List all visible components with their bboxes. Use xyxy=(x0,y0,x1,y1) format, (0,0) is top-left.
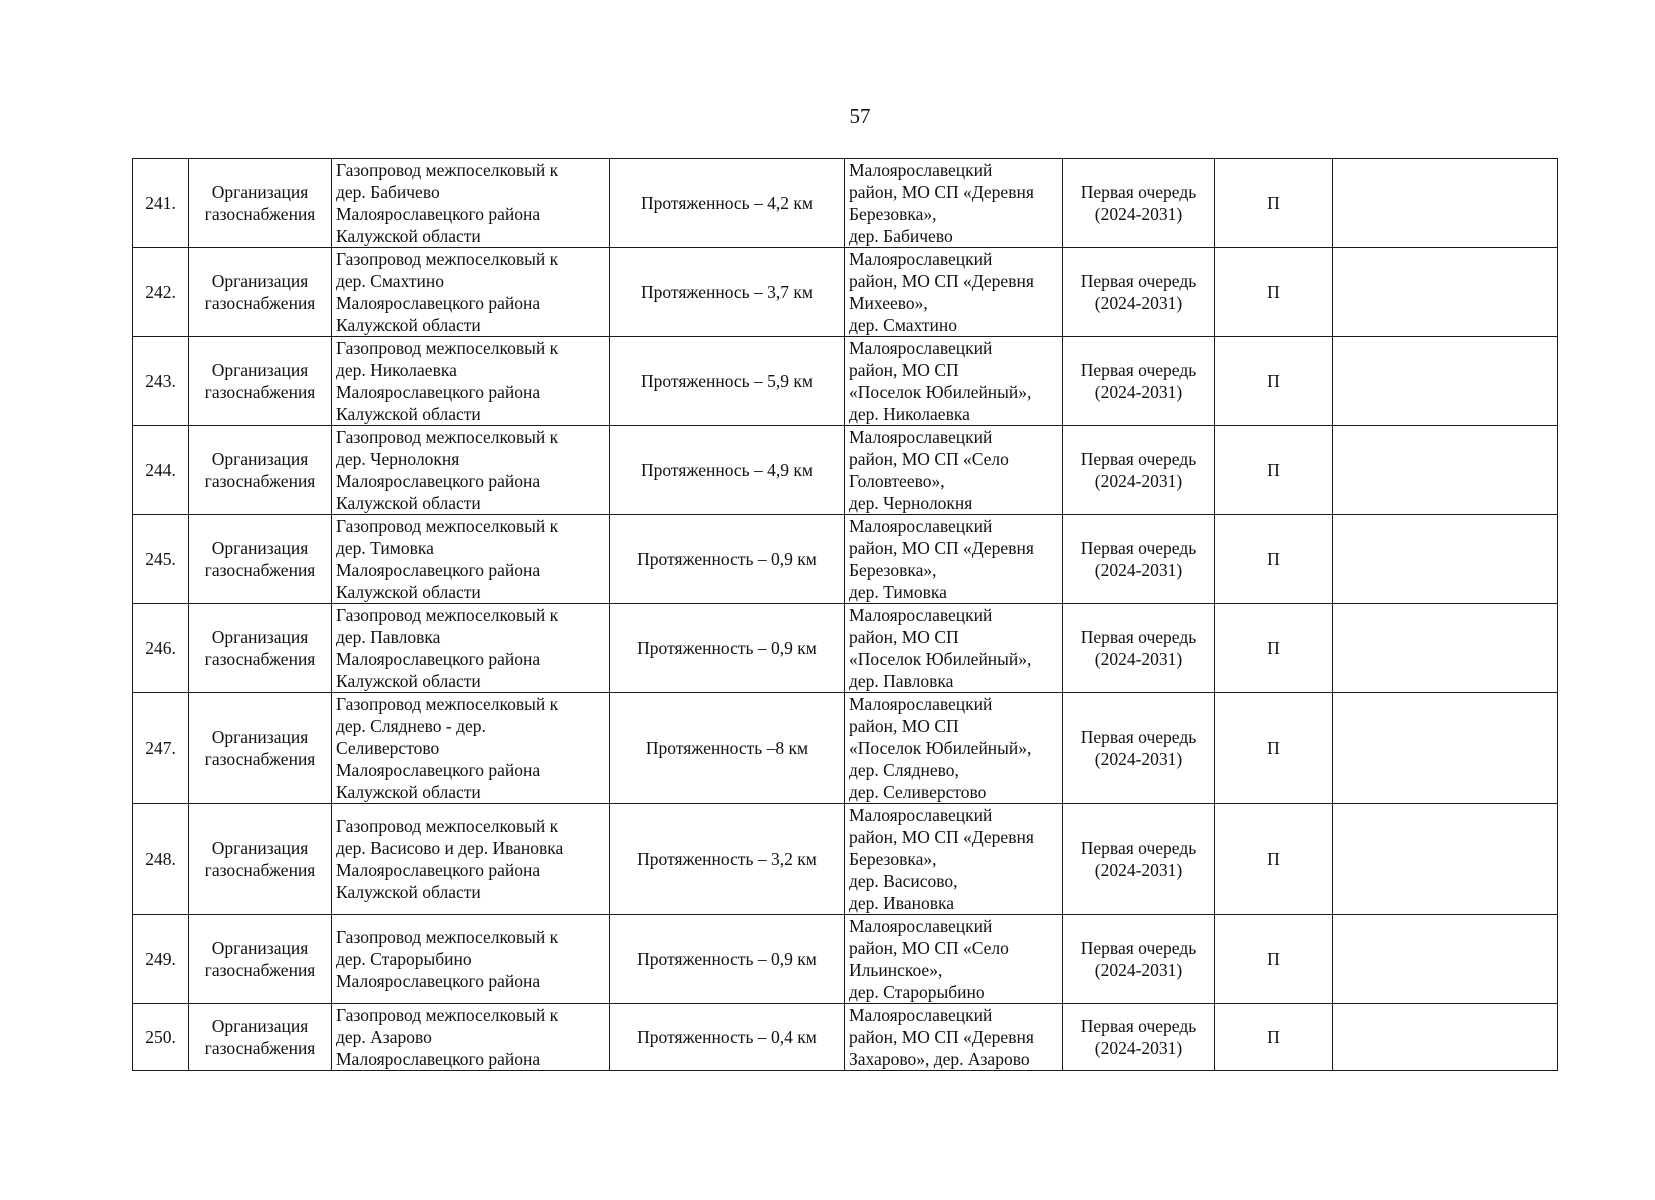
object-location xyxy=(845,1004,1063,1071)
cell-line: Малоярославецкий xyxy=(849,249,993,269)
cell-line: Березовка», xyxy=(849,560,937,580)
row-number: 243. xyxy=(133,337,189,426)
cell-line: (2024-2031) xyxy=(1094,749,1183,769)
object-parameter: Протяженнось – 3,7 км xyxy=(610,248,845,337)
table-row xyxy=(133,337,1558,426)
object-status: П xyxy=(1215,804,1333,915)
cell-line: Газопровод межпоселковый к xyxy=(336,927,559,947)
cell-line: Газопровод межпоселковый к xyxy=(336,516,559,536)
object-parameter: Протяженнось – 5,9 км xyxy=(610,337,845,426)
empty-cell xyxy=(1333,915,1558,1004)
cell-line: Первая очередь xyxy=(1080,271,1197,291)
object-location xyxy=(845,604,1063,693)
cell-line: Калужской области xyxy=(336,882,481,902)
cell-line: Малоярославецкий xyxy=(849,160,993,180)
object-type xyxy=(189,337,332,426)
table-row xyxy=(133,248,1558,337)
cell-line: (2024-2031) xyxy=(1094,960,1183,980)
cell-line: Малоярославецкий xyxy=(849,694,993,714)
cell-line: Газопровод межпоселковый к xyxy=(336,427,559,447)
cell-line: дер. Сляднево - дер. xyxy=(336,716,486,736)
cell-line: район, МО СП «Село xyxy=(849,938,1009,958)
cell-line: дер. Тимовка xyxy=(849,582,947,602)
table-row xyxy=(133,693,1558,804)
cell-line: Березовка», xyxy=(849,204,937,224)
object-parameter: Протяженность – 3,2 км xyxy=(610,804,845,915)
cell-line: район, МО СП xyxy=(849,360,959,380)
object-location xyxy=(845,693,1063,804)
implementation-stage xyxy=(1063,915,1215,1004)
cell-line: Захарово», дер. Азарово xyxy=(849,1049,1030,1069)
cell-line: Газопровод межпоселковый к xyxy=(336,694,559,714)
cell-line: Газопровод межпоселковый к xyxy=(336,1005,559,1025)
cell-line: Селиверстово xyxy=(336,738,440,758)
object-type xyxy=(189,159,332,248)
empty-cell xyxy=(1333,426,1558,515)
object-parameter: Протяженнось – 4,9 км xyxy=(610,426,845,515)
object-parameter: Протяженность – 0,9 км xyxy=(610,515,845,604)
object-name xyxy=(332,248,610,337)
page-number: 57 xyxy=(849,104,871,128)
cell-line: Газопровод межпоселковый к xyxy=(336,249,559,269)
object-location xyxy=(845,426,1063,515)
cell-line: газоснабжения xyxy=(204,204,316,224)
cell-line: дер. Павловка xyxy=(336,627,441,647)
cell-line: район, МО СП «Деревня xyxy=(849,827,1034,847)
object-parameter: Протяженность – 0,9 км xyxy=(610,915,845,1004)
object-parameter: Протяженность – 0,4 км xyxy=(610,1004,845,1071)
object-name xyxy=(332,915,610,1004)
cell-line: «Поселок Юбилейный», xyxy=(849,382,1032,402)
cell-line: газоснабжения xyxy=(204,293,316,313)
planned-objects-table xyxy=(132,158,1558,1071)
cell-line: «Поселок Юбилейный», xyxy=(849,738,1032,758)
cell-line: Организация xyxy=(211,838,309,858)
object-location xyxy=(845,248,1063,337)
object-status: П xyxy=(1215,1004,1333,1071)
object-name xyxy=(332,604,610,693)
implementation-stage xyxy=(1063,426,1215,515)
cell-line: Малоярославецкий xyxy=(849,338,993,358)
table-row xyxy=(133,804,1558,915)
cell-line: Первая очередь xyxy=(1080,938,1197,958)
empty-cell xyxy=(1333,693,1558,804)
object-name xyxy=(332,426,610,515)
cell-line: Организация xyxy=(211,182,309,202)
cell-line: Малоярославецкий xyxy=(849,605,993,625)
object-name xyxy=(332,337,610,426)
object-status: П xyxy=(1215,693,1333,804)
cell-line: Малоярославецкий xyxy=(849,805,993,825)
table-row xyxy=(133,426,1558,515)
cell-line: Организация xyxy=(211,627,309,647)
cell-line: дер. Бабичево xyxy=(336,182,440,202)
table-row xyxy=(133,604,1558,693)
implementation-stage xyxy=(1063,159,1215,248)
cell-line: газоснабжения xyxy=(204,960,316,980)
cell-line: газоснабжения xyxy=(204,471,316,491)
cell-line: дер. Васисово, xyxy=(849,871,958,891)
cell-line: (2024-2031) xyxy=(1094,560,1183,580)
implementation-stage xyxy=(1063,515,1215,604)
cell-line: Первая очередь xyxy=(1080,1016,1197,1036)
row-number: 244. xyxy=(133,426,189,515)
cell-line: район, МО СП xyxy=(849,627,959,647)
cell-line: Калужской области xyxy=(336,582,481,602)
table-row xyxy=(133,159,1558,248)
empty-cell xyxy=(1333,337,1558,426)
cell-line: газоснабжения xyxy=(204,749,316,769)
cell-line: Калужской области xyxy=(336,671,481,691)
row-number: 241. xyxy=(133,159,189,248)
object-status: П xyxy=(1215,604,1333,693)
cell-line: Калужской области xyxy=(336,315,481,335)
cell-line: газоснабжения xyxy=(204,560,316,580)
row-number: 246. xyxy=(133,604,189,693)
object-type xyxy=(189,693,332,804)
implementation-stage xyxy=(1063,248,1215,337)
empty-cell xyxy=(1333,248,1558,337)
cell-line: Газопровод межпоселковый к xyxy=(336,338,559,358)
cell-line: (2024-2031) xyxy=(1094,471,1183,491)
cell-line: Первая очередь xyxy=(1080,627,1197,647)
cell-line: район, МО СП «Село xyxy=(849,449,1009,469)
cell-line: Организация xyxy=(211,360,309,380)
cell-line: газоснабжения xyxy=(204,1038,316,1058)
cell-line: Первая очередь xyxy=(1080,449,1197,469)
cell-line: Калужской области xyxy=(336,782,481,802)
implementation-stage xyxy=(1063,693,1215,804)
cell-line: Первая очередь xyxy=(1080,538,1197,558)
cell-line: район, МО СП xyxy=(849,716,959,736)
cell-line: Калужской области xyxy=(336,493,481,513)
cell-line: Малоярославецкого района xyxy=(336,971,541,991)
object-type xyxy=(189,1004,332,1071)
cell-line: Организация xyxy=(211,727,309,747)
object-status: П xyxy=(1215,248,1333,337)
implementation-stage xyxy=(1063,1004,1215,1071)
cell-line: дер. Старорыбино xyxy=(849,982,985,1002)
cell-line: Малоярославецкого района xyxy=(336,204,541,224)
cell-line: Организация xyxy=(211,938,309,958)
object-name xyxy=(332,693,610,804)
object-type xyxy=(189,515,332,604)
cell-line: дер. Ивановка xyxy=(849,893,954,913)
cell-line: Организация xyxy=(211,538,309,558)
cell-line: Малоярославецкого района xyxy=(336,649,541,669)
cell-line: дер. Чернолокня xyxy=(849,493,973,513)
cell-line: Газопровод межпоселковый к xyxy=(336,160,559,180)
cell-line: дер. Николаевка xyxy=(849,404,970,424)
cell-line: дер. Смахтино xyxy=(336,271,445,291)
cell-line: Газопровод межпоселковый к xyxy=(336,816,559,836)
object-status: П xyxy=(1215,515,1333,604)
cell-line: Малоярославецкого района xyxy=(336,293,541,313)
object-status: П xyxy=(1215,426,1333,515)
cell-line: Березовка», xyxy=(849,849,937,869)
object-name xyxy=(332,804,610,915)
cell-line: Малоярославецкий xyxy=(849,1005,993,1025)
table-row xyxy=(133,515,1558,604)
cell-line: дер. Васисово и дер. Ивановка xyxy=(336,838,564,858)
cell-line: дер. Азарово xyxy=(336,1027,432,1047)
cell-line: Малоярославецкого района xyxy=(336,860,541,880)
cell-line: Головтеево», xyxy=(849,471,945,491)
cell-line: Малоярославецкого района xyxy=(336,471,541,491)
cell-line: дер. Павловка xyxy=(849,671,954,691)
cell-line: Малоярославецкий xyxy=(849,427,993,447)
cell-line: Организация xyxy=(211,271,309,291)
cell-line: газоснабжения xyxy=(204,860,316,880)
cell-line: дер. Смахтино xyxy=(849,315,958,335)
cell-line: Михеево», xyxy=(849,293,928,313)
table-row xyxy=(133,915,1558,1004)
cell-line: дер. Бабичево xyxy=(849,226,953,246)
cell-line: Калужской области xyxy=(336,404,481,424)
object-name xyxy=(332,515,610,604)
empty-cell xyxy=(1333,804,1558,915)
row-number: 245. xyxy=(133,515,189,604)
object-type xyxy=(189,248,332,337)
cell-line: Малоярославецкий xyxy=(849,516,993,536)
cell-line: Ильинское», xyxy=(849,960,943,980)
cell-line: дер. Сляднево, xyxy=(849,760,959,780)
implementation-stage xyxy=(1063,804,1215,915)
cell-line: Первая очередь xyxy=(1080,727,1197,747)
cell-line: дер. Николаевка xyxy=(336,360,457,380)
empty-cell xyxy=(1333,159,1558,248)
row-number: 250. xyxy=(133,1004,189,1071)
row-number: 242. xyxy=(133,248,189,337)
cell-line: Малоярославецкого района xyxy=(336,760,541,780)
object-type xyxy=(189,804,332,915)
cell-line: дер. Чернолокня xyxy=(336,449,460,469)
object-location xyxy=(845,159,1063,248)
object-parameter: Протяженность –8 км xyxy=(610,693,845,804)
cell-line: Малоярославецкого района xyxy=(336,382,541,402)
empty-cell xyxy=(1333,604,1558,693)
cell-line: дер. Старорыбино xyxy=(336,949,472,969)
row-number: 247. xyxy=(133,693,189,804)
empty-cell xyxy=(1333,1004,1558,1071)
cell-line: газоснабжения xyxy=(204,649,316,669)
cell-line: (2024-2031) xyxy=(1094,382,1183,402)
cell-line: район, МО СП «Деревня xyxy=(849,1027,1034,1047)
cell-line: дер. Селиверстово xyxy=(849,782,987,802)
cell-line: Газопровод межпоселковый к xyxy=(336,605,559,625)
empty-cell xyxy=(1333,515,1558,604)
cell-line: Первая очередь xyxy=(1080,182,1197,202)
cell-line: дер. Тимовка xyxy=(336,538,434,558)
object-parameter: Протяженность – 0,9 км xyxy=(610,604,845,693)
object-location xyxy=(845,804,1063,915)
cell-line: (2024-2031) xyxy=(1094,293,1183,313)
object-name xyxy=(332,159,610,248)
cell-line: Малоярославецкого района xyxy=(336,560,541,580)
cell-line: (2024-2031) xyxy=(1094,204,1183,224)
object-location xyxy=(845,915,1063,1004)
table-row xyxy=(133,1004,1558,1071)
cell-line: Первая очередь xyxy=(1080,838,1197,858)
cell-line: Первая очередь xyxy=(1080,360,1197,380)
object-status: П xyxy=(1215,337,1333,426)
object-status: П xyxy=(1215,159,1333,248)
cell-line: газоснабжения xyxy=(204,382,316,402)
object-parameter: Протяженнось – 4,2 км xyxy=(610,159,845,248)
cell-line: (2024-2031) xyxy=(1094,860,1183,880)
implementation-stage xyxy=(1063,604,1215,693)
cell-line: Организация xyxy=(211,1016,309,1036)
cell-line: (2024-2031) xyxy=(1094,1038,1183,1058)
cell-line: район, МО СП «Деревня xyxy=(849,182,1034,202)
cell-line: Организация xyxy=(211,449,309,469)
object-type xyxy=(189,426,332,515)
implementation-stage xyxy=(1063,337,1215,426)
object-type xyxy=(189,604,332,693)
cell-line: Калужской области xyxy=(336,226,481,246)
object-type xyxy=(189,915,332,1004)
cell-line: Малоярославецкого района xyxy=(336,1049,541,1069)
object-location xyxy=(845,515,1063,604)
row-number: 249. xyxy=(133,915,189,1004)
row-number: 248. xyxy=(133,804,189,915)
cell-line: (2024-2031) xyxy=(1094,649,1183,669)
object-status: П xyxy=(1215,915,1333,1004)
cell-line: Малоярославецкий xyxy=(849,916,993,936)
object-name xyxy=(332,1004,610,1071)
cell-line: район, МО СП «Деревня xyxy=(849,538,1034,558)
cell-line: «Поселок Юбилейный», xyxy=(849,649,1032,669)
cell-line: район, МО СП «Деревня xyxy=(849,271,1034,291)
object-location xyxy=(845,337,1063,426)
